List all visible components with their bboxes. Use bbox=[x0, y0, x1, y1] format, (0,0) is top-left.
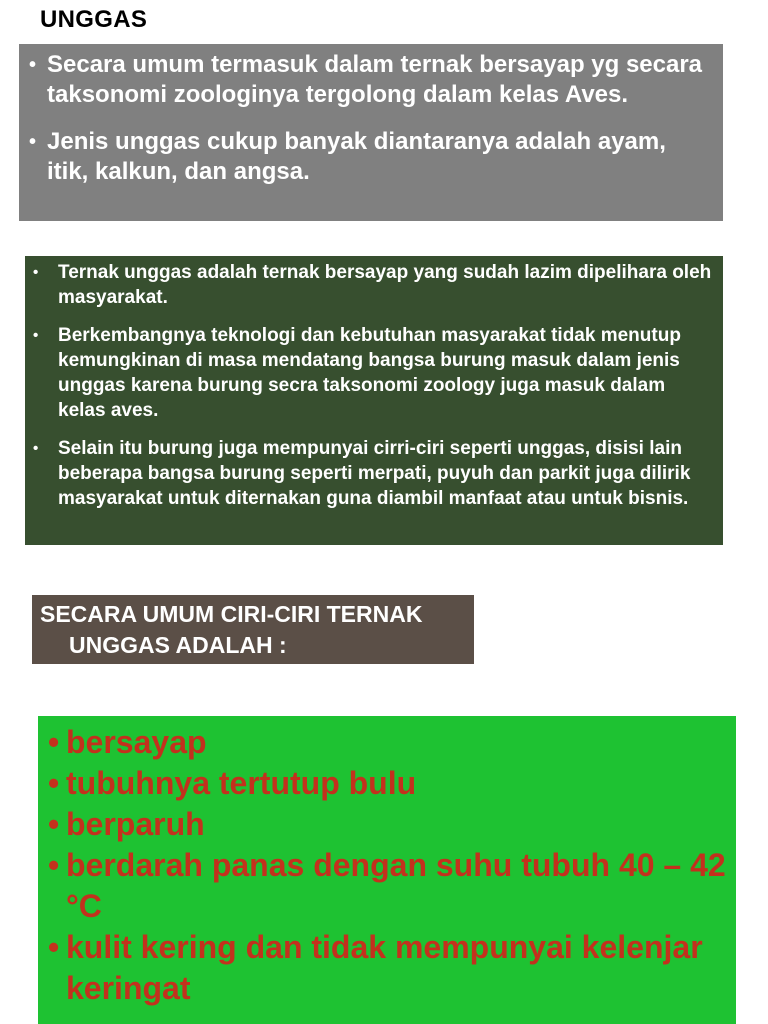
bullet-icon: • bbox=[48, 847, 60, 883]
heading-line-2: UNGGAS ADALAH : bbox=[69, 632, 287, 658]
characteristic-text: berparuh bbox=[66, 806, 205, 842]
characteristic-text: bersayap bbox=[66, 724, 207, 760]
bullet-icon: • bbox=[48, 765, 60, 801]
detail-box bbox=[25, 256, 723, 545]
bullet-icon: • bbox=[33, 327, 39, 344]
heading-line-1: SECARA UMUM CIRI-CIRI TERNAK bbox=[40, 601, 423, 627]
intro-box bbox=[19, 44, 723, 221]
list-item bbox=[29, 127, 713, 187]
detail-item-text: Ternak unggas adalah ternak bersayap yang sudah lazim dipelihara oleh masyarakat. bbox=[58, 262, 712, 308]
characteristic-text: berdarah panas dengan suhu tubuh 40 – 42 °C bbox=[66, 847, 726, 924]
bullet-icon: • bbox=[48, 806, 60, 842]
bullet-icon: • bbox=[29, 54, 37, 76]
list-item bbox=[48, 845, 730, 927]
bullet-icon: • bbox=[48, 929, 60, 965]
list-item bbox=[48, 804, 730, 845]
intro-item-text: Jenis unggas cukup banyak diantaranya adalah ayam, itik, kalkun, dan angsa. bbox=[47, 128, 666, 185]
bullet-icon: • bbox=[29, 131, 37, 153]
intro-list bbox=[29, 50, 713, 187]
bullet-icon: • bbox=[48, 724, 60, 760]
list-item bbox=[48, 722, 730, 763]
bullet-icon: • bbox=[33, 264, 39, 281]
characteristic-text: kulit kering dan tidak mempunyai kelenjar keringat bbox=[66, 929, 703, 1006]
characteristics-list bbox=[48, 722, 730, 1009]
list-item bbox=[48, 763, 730, 804]
bullet-icon: • bbox=[33, 440, 39, 457]
characteristic-text: tubuhnya tertutup bulu bbox=[66, 765, 417, 801]
list-item bbox=[31, 260, 717, 310]
detail-item-text: Selain itu burung juga mempunyai cirri-ciri seperti unggas, disisi lain beberapa bangsa burung seperti merpati, puyuh dan parkit juga dilirik masyarakat untuk diternakan guna diambil manfaat atau untuk bisnis. bbox=[58, 438, 691, 509]
intro-item-text: Secara umum termasuk dalam ternak bersayap yg secara taksonomi zoologinya tergolong dalam kelas Aves. bbox=[47, 51, 703, 108]
page-title: UNGGAS bbox=[40, 6, 148, 33]
list-item bbox=[48, 927, 730, 1009]
list-item bbox=[29, 50, 713, 110]
characteristics-box bbox=[38, 716, 736, 1024]
list-item bbox=[31, 436, 717, 511]
detail-item-text: Berkembangnya teknologi dan kebutuhan masyarakat tidak menutup kemungkinan di masa mendatang bangsa burung masuk dalam jenis unggas karena burung secra taksonomi zoology juga masuk dalam kelas aves. bbox=[58, 325, 681, 421]
characteristics-heading bbox=[32, 595, 474, 664]
detail-list bbox=[31, 260, 717, 511]
list-item bbox=[31, 323, 717, 423]
